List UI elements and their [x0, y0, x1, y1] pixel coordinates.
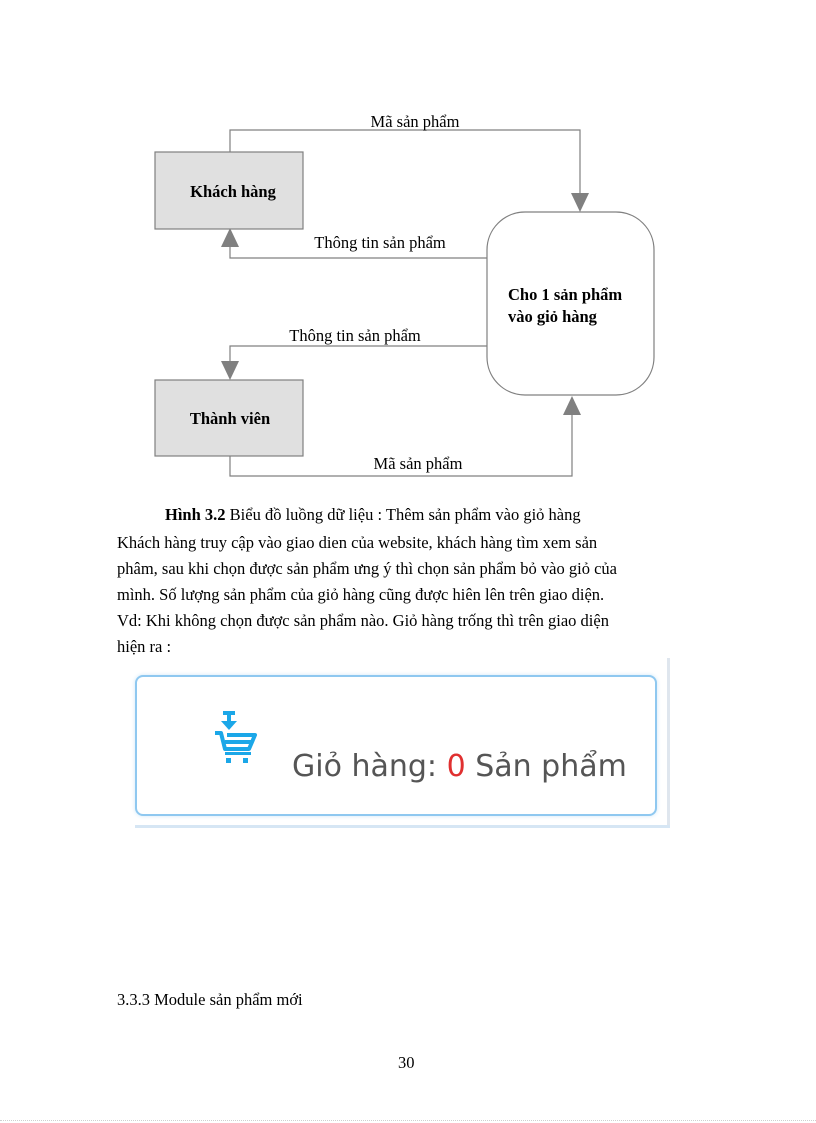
entity-customer [155, 152, 303, 229]
flow-process-to-customer [221, 228, 487, 258]
process-label-line1: Cho 1 sản phẩm [508, 285, 623, 304]
flow-label-bottom: Mã sản phẩm [373, 454, 463, 473]
entity-member [155, 380, 303, 456]
cart-count: 0 [446, 749, 466, 784]
section-heading: 3.3.3 Module sản phẩm mới [117, 990, 303, 1009]
cart-widget-screenshot [118, 658, 670, 828]
cart-add-icon [215, 711, 261, 763]
frame-edge [135, 825, 670, 828]
process-label-line2: vào giỏ hàng [508, 307, 597, 326]
paragraph-line: Khách hàng truy cập vào giao dien của website, khách hàng tìm xem sản [117, 533, 598, 552]
page-bottom-rule [0, 1120, 816, 1121]
cart-box[interactable] [135, 675, 657, 816]
page-number: 30 [398, 1053, 415, 1072]
flow-label-info-customer: Thông tin sản phẩm [314, 233, 446, 252]
body-paragraph [117, 530, 697, 660]
data-flow-diagram [0, 0, 816, 500]
figure-caption [165, 505, 581, 525]
cart-unit: Sản phẩm [465, 749, 627, 784]
paragraph-line: Vd: Khi không chọn được sản phẩm nào. Giỏ hàng trống thì trên giao diện [117, 611, 609, 630]
entity-member-label: Thành viên [189, 409, 271, 428]
cart-label: Giỏ hàng: [292, 749, 447, 784]
figure-label: Hình 3.2 [165, 505, 226, 524]
flow-label-info-member: Thông tin sản phẩm [289, 326, 421, 345]
process-add-to-cart [487, 212, 654, 395]
paragraph-line: phâm, sau khi chọn được sản phẩm ưng ý thì chọn sản phẩm bỏ vào giỏ của [117, 559, 617, 578]
flow-process-to-member [221, 326, 487, 380]
entity-customer-label: Khách hàng [190, 182, 276, 201]
paragraph-line: mình. Số lượng sản phẩm của giỏ hàng cũng được hiên lên trên giao diện. [117, 585, 605, 604]
cart-status-text [292, 749, 627, 785]
paragraph-line: hiện ra : [117, 637, 172, 656]
flow-label-top: Mã sản phẩm [370, 112, 460, 131]
frame-edge [667, 658, 670, 828]
figure-caption-text: Biểu đồ luồng dữ liệu : Thêm sản phẩm vào giỏ hàng [225, 505, 581, 524]
